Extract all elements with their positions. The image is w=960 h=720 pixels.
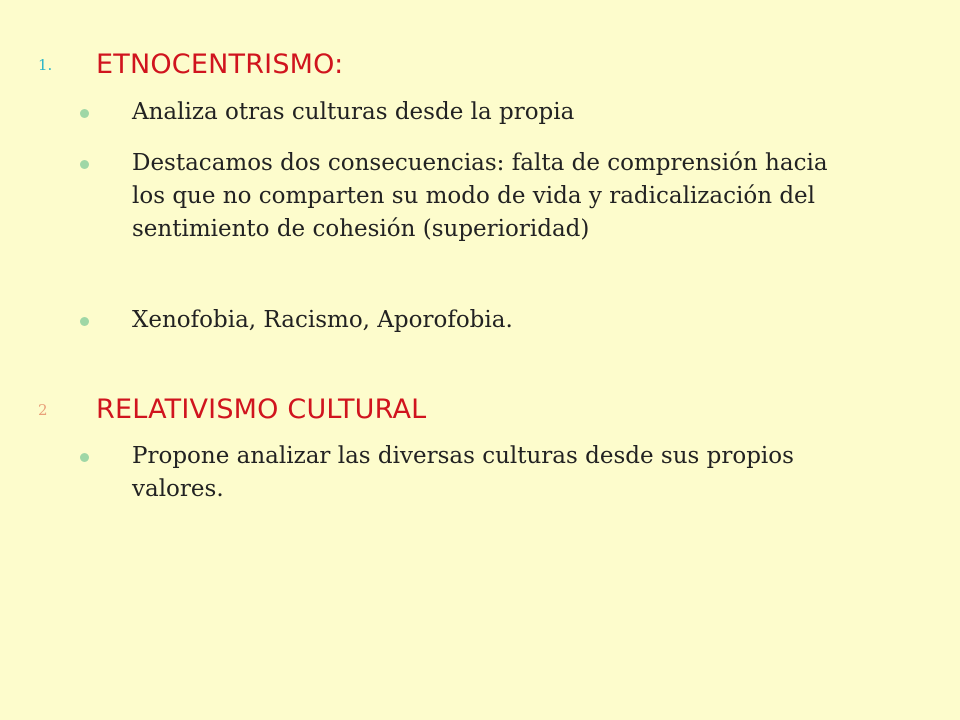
bullet-icon [80,109,89,118]
bullet-text: Xenofobia, Racismo, Aporofobia. [132,307,513,333]
section-1-title: ETNOCENTRISMO: [96,49,344,80]
section-2-number: 2 [38,401,48,419]
section-2-title: RELATIVISMO CULTURAL [96,394,427,425]
bullet-text: Destacamos dos consecuencias: falta de comprensión hacia los que no comparten su modo de vida y radicalización del sentimiento de cohesión (superioridad) [132,150,828,242]
section-1-heading [0,47,960,83]
bullet-icon [80,317,89,326]
bullet-text: Analiza otras culturas desde la propia [132,99,575,125]
bullet-icon [80,160,89,169]
bullet-icon [80,453,89,462]
section-1-number: 1. [38,56,53,74]
bullet-text: Propone analizar las diversas culturas desde sus propios valores. [132,443,794,502]
section-2-heading [0,392,960,428]
